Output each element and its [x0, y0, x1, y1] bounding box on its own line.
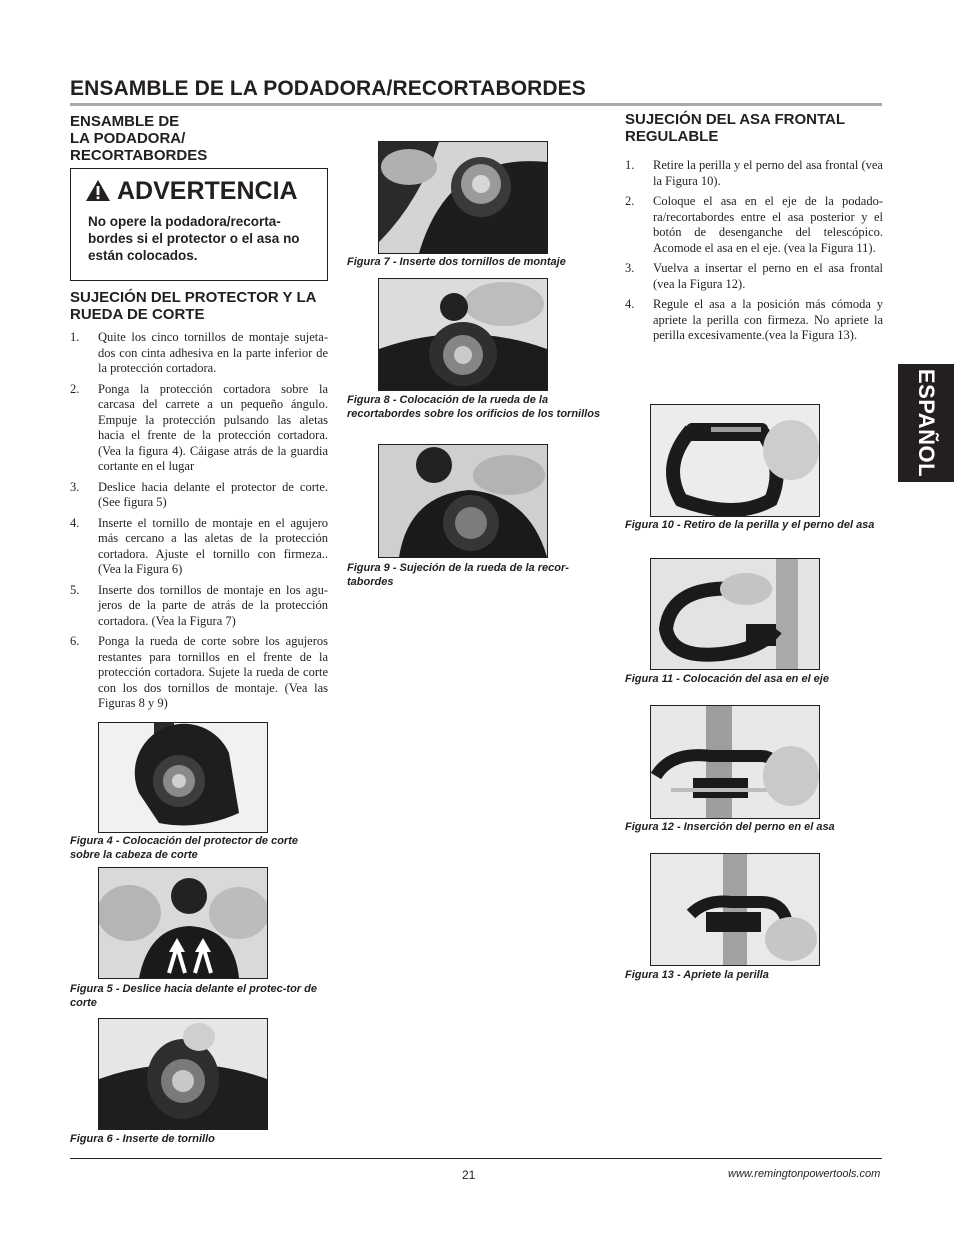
list-item: 2. Coloque el asa en el eje de la podado-ra/recortabordes entre el asa posterior y el botón de desenganche del telescópico. Acomode el asa en el eje. (vea la Figura 11). — [625, 194, 883, 255]
figure-13-caption: Figura 13 - Apriete la perilla — [625, 969, 769, 981]
figure-13-image — [650, 853, 820, 966]
figure-4-image — [98, 722, 268, 833]
figure-9-caption: Figura 9 - Sujeción de la rueda de la recor-tabordes — [347, 562, 569, 588]
list-item: 4. Regule el asa a la posición más cómoda y apriete la perilla con firmeza. No apriete la perilla excesivamente.(vea la Figura 13). — [625, 297, 883, 342]
figure-5-image — [98, 867, 268, 979]
figure-6-image — [98, 1018, 268, 1130]
section-heading-assembly: ENSAMBLE DE LA PODADORA/ RECORTABORDES — [70, 113, 208, 164]
figure-12-image — [650, 705, 820, 819]
figure-5-caption: Figura 5 - Deslice hacia delante el protec-tor de corte — [70, 983, 317, 1009]
figure-10-image — [650, 404, 820, 517]
title-divider — [70, 103, 882, 106]
list-item: 6. Ponga la rueda de corte sobre los agujeros restantes para tornillos en el frente de la protección cortadora. Sujete la rueda de corte con los dos tornillos de montaje. (Vea las Figuras 8 y 9) — [70, 634, 328, 710]
figure-11-image — [650, 558, 820, 670]
guard-steps-list — [70, 330, 328, 717]
list-item: 2. Ponga la protección cortadora sobre la carcasa del carrete a un pequeño ángulo. Empuje la protección pulsando las aletas hacia el frente de la protección cortadora. (Vea la figura 4). Cáigase atrás de la guardia cortante en el lugar — [70, 381, 328, 473]
list-item: 1. Quite los cinco tornillos de montaje sujeta-dos con cinta adhesiva en la parte inferior de la protección cortadora. — [70, 330, 328, 375]
language-tab-label: ESPAÑOL — [914, 368, 939, 478]
list-item: 3. Vuelva a insertar el perno en el asa frontal (vea la Figura 12). — [625, 261, 883, 291]
page-title: ENSAMBLE DE LA PODADORA/RECORTABORDES — [70, 77, 586, 100]
figure-12-caption: Figura 12 - Inserción del perno en el asa — [625, 821, 835, 833]
warning-text: No opere la podadora/recorta-bordes si el protector o el asa no están colocados. — [88, 214, 300, 263]
figure-4-caption: Figura 4 - Colocación del protector de corte sobre la cabeza de corte — [70, 835, 298, 861]
page-number: 21 — [462, 1168, 476, 1182]
list-item: 1. Retire la perilla y el perno del asa frontal (vea la Figura 10). — [625, 158, 883, 188]
figure-6-caption: Figura 6 - Inserte de tornillo — [70, 1133, 215, 1145]
list-item: 3. Deslice hacia delante el protector de corte. (See figura 5) — [70, 479, 328, 509]
list-item: 4. Inserte el tornillo de montaje en el agujero más cercano a las aletas de la protección cortadora. Ajuste el tornillo con firmeza.. (Vea la Figura 6) — [70, 515, 328, 576]
figure-8-caption: Figura 8 - Colocación de la rueda de la recortabordes sobre los orificios de los tornillos — [347, 394, 601, 420]
footer-url: www.remingtonpowertools.com — [728, 1168, 881, 1180]
warning-title-text: ADVERTENCIA — [117, 177, 298, 205]
warning-title — [85, 176, 298, 206]
section-heading-handle: SUJECIÓN DEL ASA FRONTAL REGULABLE — [625, 111, 845, 145]
figure-8-image — [378, 278, 548, 391]
figure-11-caption: Figura 11 - Colocación del asa en el eje — [625, 673, 829, 685]
figure-7-image — [378, 141, 548, 254]
handle-steps-list — [625, 158, 883, 349]
figure-10-caption: Figura 10 - Retiro de la perilla y el perno del asa — [625, 519, 875, 531]
list-item: 5. Inserte dos tornillos de montaje en los agu-jeros de la parte de atrás de la protección cortadora. (Vea la Figura 7) — [70, 582, 328, 628]
warning-box — [70, 168, 328, 281]
warning-triangle-icon — [85, 179, 111, 202]
figure-9-image — [378, 444, 548, 558]
language-tab — [898, 364, 954, 482]
figure-7-caption: Figura 7 - Inserte dos tornillos de montaje — [347, 256, 566, 268]
section-heading-guard: SUJECIÓN DEL PROTECTOR Y LA RUEDA DE CORTE — [70, 289, 316, 323]
footer-divider — [70, 1158, 882, 1159]
